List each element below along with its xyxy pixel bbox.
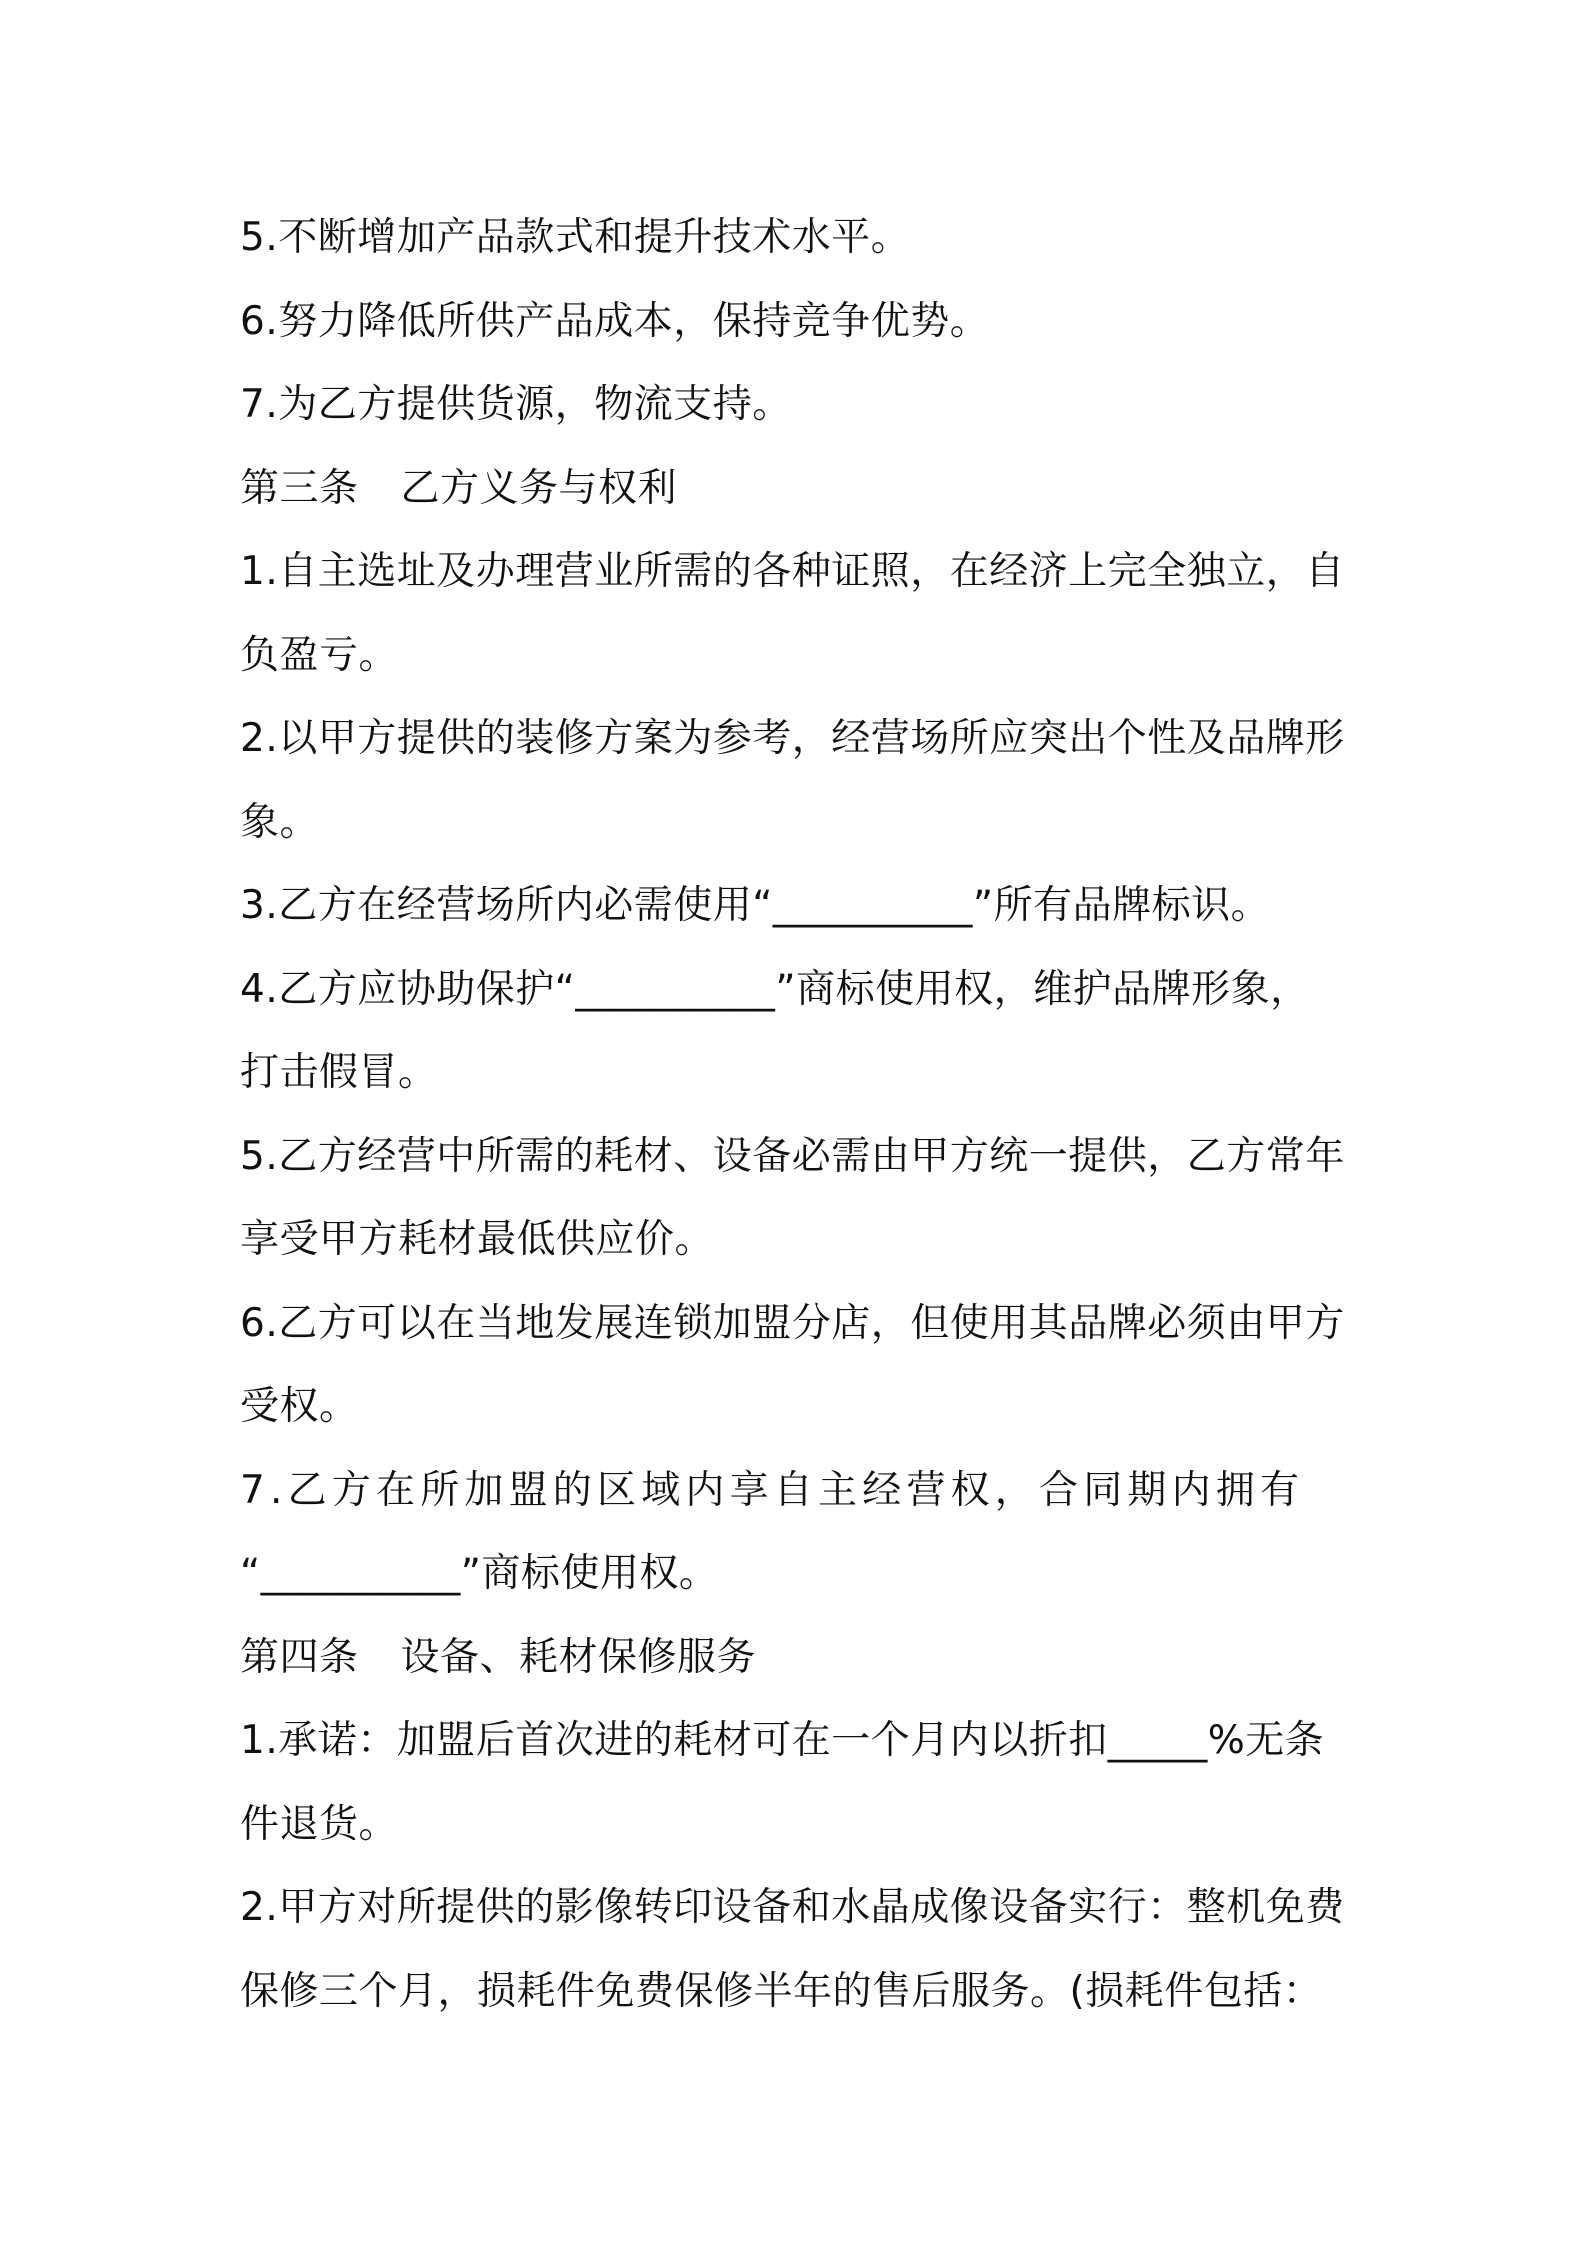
clause-line: 1.承诺：加盟后首次进的耗材可在一个月内以折扣_____%无条: [240, 1718, 1325, 1763]
clause-line: 6.乙方可以在当地发展连锁加盟分店，但使用其品牌必须由甲方: [240, 1300, 1345, 1346]
clause-line: 负盈亏。: [240, 632, 399, 678]
clause-line: 打击假冒。: [240, 1050, 438, 1095]
clause-line: 2.以甲方提供的装修方案为参考，经营场所应突出个性及品牌形: [240, 716, 1345, 761]
clause-line: 6.努力降低所供产品成本，保持竞争优势。: [240, 298, 990, 344]
clause-line: 4.乙方应协助保护“__________”商标使用权，维护品牌形象，: [240, 966, 1310, 1012]
article-heading-4: [240, 1616, 1350, 1700]
article-heading-3: [240, 447, 1350, 531]
clause-line: 受权。: [240, 1384, 359, 1429]
clause-line: 保修三个月，损耗件免费保修半年的售后服务。(损耗件包括：: [240, 1968, 1323, 2014]
contract-body: [240, 196, 1350, 2033]
article-number: 第三条: [240, 465, 359, 511]
clause-line: 3.乙方在经营场所内必需使用“__________”所有品牌标识。: [240, 883, 1271, 928]
clause-line: 享受甲方耗材最低供应价。: [240, 1217, 715, 1262]
clause-line: 象。: [240, 799, 320, 845]
clause-line: 7.为乙方提供货源，物流支持。: [240, 382, 792, 427]
clause-line: 1.自主选址及办理营业所需的各种证照，在经济上完全独立，自: [240, 549, 1345, 594]
clause-line: 5.乙方经营中所需的耗材、设备必需由甲方统一提供，乙方常年: [240, 1133, 1345, 1179]
clause-line: 7.乙方在所加盟的区域内享自主经营权，合同期内拥有: [240, 1467, 1305, 1513]
clause-line: 5.不断增加产品款式和提升技术水平。: [240, 215, 911, 260]
article-number: 第四条: [240, 1634, 359, 1680]
article-title: 设备、耗材保修服务: [400, 1634, 757, 1680]
clause-line: “__________”商标使用权。: [240, 1551, 719, 1596]
article-title: 乙方义务与权利: [400, 465, 678, 511]
clause-line: 件退货。: [240, 1801, 399, 1847]
clause-line: 2.甲方对所提供的影像转印设备和水晶成像设备实行：整机免费: [240, 1885, 1345, 1930]
